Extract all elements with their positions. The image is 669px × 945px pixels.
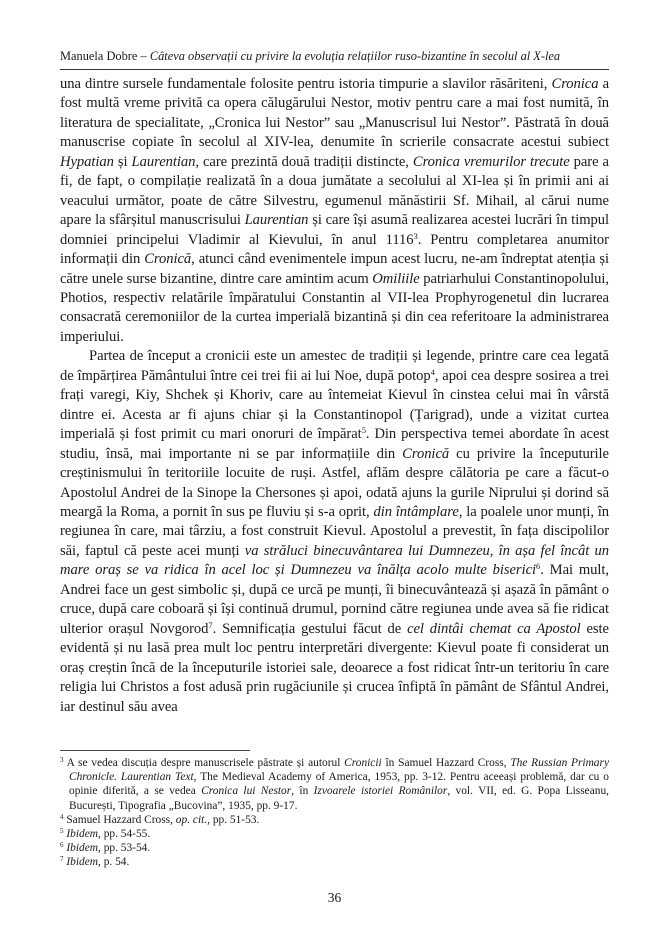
- italic-run: va străluci binecuvântarea lui Dumnezeu, în așa fel încât un mare oraș se va ridica în acel loc și Dumnezeu va înălța acolo multe biserici: [60, 542, 609, 579]
- italic-run: The Russian Primary Chronicle. Laurentian Text: [69, 757, 609, 784]
- footnote-rule: [60, 750, 250, 751]
- footnote-4: [60, 813, 609, 827]
- text-run: , The Medieval Academy of America, 1953, pp. 3-12. Pentru aceeași problemă, dar cu o opinie diferită, a se vedea: [69, 771, 610, 798]
- text-run: , pp. 54-55.: [98, 828, 151, 841]
- text-run: Partea de început a cronicii este un amestec de tradiții și legende, printre care cea legată de împărțirea Pământului între cei trei fii ai lui Noe, după potop: [60, 348, 609, 384]
- italic-run: Laurentian: [131, 153, 196, 170]
- text-run: , care prezintă două tradiții distincte,: [195, 153, 413, 170]
- text-run: și care își asumă realizarea acestei lucrări în timpul domniei principelui Vladimir al Kievului, în anul 1116: [60, 212, 609, 248]
- footnote-5: [60, 827, 609, 841]
- text-run: a fost multă vreme privită ca opera călugărului Nestor, motiv pentru care a mai fost numită, în literatura de specialitate, „Cronica lui Nestor” sau „Manuscrisul lui Nestor”. Păstrată în două manuscrise copiate în secolul al XIV-lea, denumite în scrierile consacrate acestui subiect: [60, 76, 609, 151]
- footnote-ref-6[interactable]: 6: [536, 561, 541, 572]
- italic-run: Cronicii: [344, 757, 382, 769]
- italic-run: op. cit.: [175, 813, 208, 826]
- footnote-mark: 5: [60, 827, 64, 836]
- paragraph-1: [60, 75, 609, 347]
- text-run: A se vedea discuția despre manuscrisele păstrate și autorul: [63, 757, 345, 769]
- italic-run: Cronică: [402, 445, 450, 462]
- text-run: , vol. VII, ed. G. Popa Lisseanu, București, Tipografia „Bucovina”, 1935, pp. 9-17.: [69, 785, 610, 812]
- header-title: Câteva observații cu privire la evoluția relațiilor ruso-bizantine în secolul al X-lea: [149, 49, 561, 63]
- italic-run: Ibidem: [66, 842, 98, 855]
- text-run: . Din perspectiva temei abordate în acest studiu, însă, mai importante ni se par informațiile din: [60, 426, 609, 462]
- footnote-mark: 4: [60, 812, 64, 821]
- footnote-ref-7[interactable]: 7: [208, 619, 213, 630]
- header-separator: –: [137, 49, 150, 63]
- italic-run: Hypatian: [60, 153, 114, 170]
- text-run: în Samuel Hazzard Cross,: [381, 757, 511, 769]
- italic-run: Omiliile: [372, 270, 420, 287]
- text-run: . Mai mult, Andrei face un gest simbolic și, după ce urcă pe munți, îi binecuvântează și așază în pământ o cruce, după care coboară și își continuă drumul, pornind către regiunea unde avea să fie ridicat ulterior orașul Novgorod: [60, 562, 610, 637]
- text-run: . Pentru completarea anumitor informații din: [60, 231, 609, 268]
- italic-run: Izvoarele istoriei Românilor: [313, 785, 448, 798]
- header-author: Manuela Dobre: [60, 49, 138, 63]
- italic-run: Laurentian: [244, 212, 309, 229]
- text-run: pare a fi, de fapt, o compilație realizată în a doua jumătate a secolului al XI-lea și în primii ani ai veacului următor, poate de către Silvestru, egumenul mănăstirii Sf. Mihail, al cărui nume apare la sfârșitul manuscrisului: [60, 153, 609, 229]
- text-run: . Semnificația gestului făcut de: [212, 620, 408, 637]
- italic-run: Cronica vremurilor trecute: [412, 153, 570, 170]
- text-run: patriarhului Constantinopolului, Photios, respectiv relatările împăratului Constantin al VII-lea Prophyrogenetul din lucrarea consacrată ceremoniilor de la curtea imperială bizantină și din cea referitoare la administrarea imperiului.: [60, 270, 609, 345]
- text-run: și: [113, 153, 132, 170]
- text-run: cu privire la începuturile creștinismului în teritoriile locuite de ruși. Astfel, aflăm despre călătoria pe care a făcut-o Apostolul Andrei de la Sinope la Chersones și apoi, odată ajuns la gurile Niprului și dorind să meargă la Roma, a pornit în sus pe fluviu și s-a oprit,: [60, 445, 609, 520]
- page-number: 36: [327, 890, 342, 905]
- footnote-7: [60, 855, 609, 869]
- italic-run: Cronica lui Nestor: [201, 785, 292, 798]
- text-run: , p. 54.: [98, 856, 130, 869]
- main-text: [60, 75, 609, 717]
- text-run: este evidentă și nu lasă prea mult loc pentru interpretări divergente: Kievul poate fi considerat un oraș creștin încă de la începuturile istoriei sale, deoarece a fost ridicat într-un teritoriu în care religia lui Christos a fost adusă prin rugăciunile și crucea înfiptă în pământ de Sfântul Andrei, iar destinul său avea: [60, 620, 609, 715]
- text-run: , pp. 51-53.: [207, 813, 260, 826]
- footnote-mark: 6: [60, 841, 64, 850]
- text-run: , pp. 53-54.: [98, 842, 151, 855]
- italic-run: Ibidem: [66, 828, 98, 841]
- running-header: [60, 49, 620, 64]
- text-run: , apoi cea despre sosirea a trei frați varegi, Kiy, Shchek și Khoriv, care au întemeiat Kievul în cinstea celui mai în vârstă dintre ei. Acesta ar fi ajuns chiar și la Constantinopol (Țarigrad), unde a vizitat curtea imperială și fost primit cu mari onoruri de împărat: [60, 367, 609, 443]
- italic-run: Cronica: [551, 76, 599, 92]
- footnote-ref-4[interactable]: 4: [430, 366, 435, 377]
- footnotes: [60, 756, 609, 870]
- text-run: , la poalele unor munți, în regiunea în care, mai târziu, a fost construit Kievul. Apostolul a prevestit, în fața discipolilor săi, faptul că peste acei munți: [60, 503, 610, 559]
- text-run: una dintre sursele fundamentale folosite pentru istoria timpurie a slavilor răsăriteni,: [60, 76, 552, 92]
- italic-run: din întâmplare: [373, 503, 459, 520]
- footnote-6: [60, 841, 609, 855]
- text-run: , în: [291, 785, 314, 798]
- paragraph-2: [60, 347, 609, 717]
- footnote-mark: 7: [60, 855, 64, 864]
- footnote-3: [60, 756, 609, 813]
- footnote-ref-5[interactable]: 5: [361, 425, 366, 436]
- italic-run: Cronică: [144, 251, 192, 268]
- footnote-ref-3[interactable]: 3: [413, 230, 418, 241]
- header-rule: [60, 69, 609, 70]
- text-run: , atunci când evenimentele impun acest lucru, ne-am îndreptat atenția și către unele surse bizantine, dintre care amintim acum: [60, 251, 610, 287]
- italic-run: Ibidem: [66, 856, 98, 869]
- italic-run: cel dintâi chemat ca Apostol: [407, 620, 581, 637]
- footnote-mark: 3: [60, 756, 64, 764]
- text-run: Samuel Hazzard Cross,: [63, 813, 176, 826]
